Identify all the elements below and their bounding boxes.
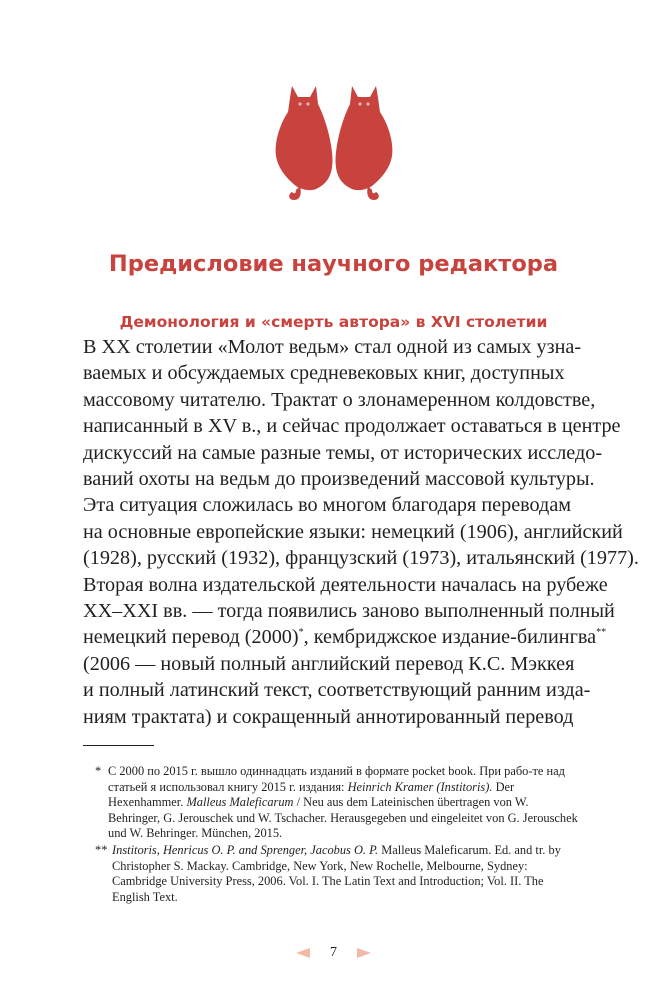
body-text: [83, 334, 639, 730]
text-line: XX–XXI вв. — тогда появились заново выполненный полный: [83, 600, 615, 623]
text-line-footnoted: немецкий перевод (2000)*, кембриджское издание-билингва**: [83, 626, 607, 649]
footnote: ** Institoris, Henricus O. P. and Sprenger, Jacobus O. P. Malleus Maleficarum. Ed. and tr. by Christopher S. Mackay. Cambridge, New York, New Rochelle, Melbourne, Sydney: Cambridge University Press, 2006. Vol. I. The Latin Text and Introduction; Vol. II. The English Text.: [95, 842, 561, 904]
page-navigation: [0, 944, 667, 964]
text-line: Вторая волна издательской деятельности началась на рубеже: [83, 573, 608, 596]
page-number: 7: [330, 945, 337, 961]
text-line: массовому читателю. Трактат о злонамеренном колдовстве,: [83, 388, 596, 411]
next-page-arrow-icon[interactable]: [357, 948, 371, 958]
footnote-marker: *: [95, 764, 102, 778]
text-line: (1928), русский (1932), французский (1973), итальянский (1977).: [83, 547, 639, 570]
footnote-ref[interactable]: **: [596, 627, 607, 639]
footnotes: [83, 764, 583, 906]
text-line: В XX столетии «Молот ведьм» стал одной из самых узна-: [83, 336, 582, 358]
text-line: ваний охоты на ведьм до произведений массовой культуры.: [83, 468, 595, 491]
cats-icon: [248, 82, 420, 200]
text-line: ниям трактата) и сокращенный аннотированный перевод: [83, 705, 574, 728]
text-line: написанный в XV в., и сейчас продолжает оставаться в центре: [83, 415, 621, 438]
text-line: ваемых и обсуждаемых средневековых книг, доступных: [83, 362, 565, 385]
footnote: * С 2000 по 2015 г. вышло одиннадцать изданий в формате pocket book. При рабо-те над статьей я использовал книгу 2015 г. издания: Heinrich Kramer (Institoris). Der Hexenhammer. Malleus Maleficarum / Neu aus dem Lateinischen übertragen von W. Behringer, G. Jerouschek und W. Tschacher. Herausgegeben und eingeleitet von G. Jerouschek und W. Behringer. München, 2015.: [95, 764, 578, 841]
text-line: Эта ситуация сложилась во многом благодаря переводам: [83, 494, 572, 517]
footnote-divider: [83, 745, 154, 746]
text-line: на основные европейские языки: немецкий (1906), английский: [83, 520, 623, 543]
text-line: (2006 — новый полный английский перевод К.С. Мэккея: [83, 652, 575, 675]
footnote-ref[interactable]: *: [298, 627, 304, 639]
prev-page-arrow-icon[interactable]: [296, 948, 310, 958]
text-line: дискуссий на самые разные темы, от исторических исследо-: [83, 441, 603, 464]
chapter-title: Предисловие научного редактора: [108, 251, 559, 277]
section-title: Демонология и «смерть автора» в XVI столетии: [119, 313, 548, 331]
footnote-marker: **: [95, 842, 108, 857]
text-line: и полный латинский текст, соответствующий ранним изда-: [83, 679, 591, 702]
